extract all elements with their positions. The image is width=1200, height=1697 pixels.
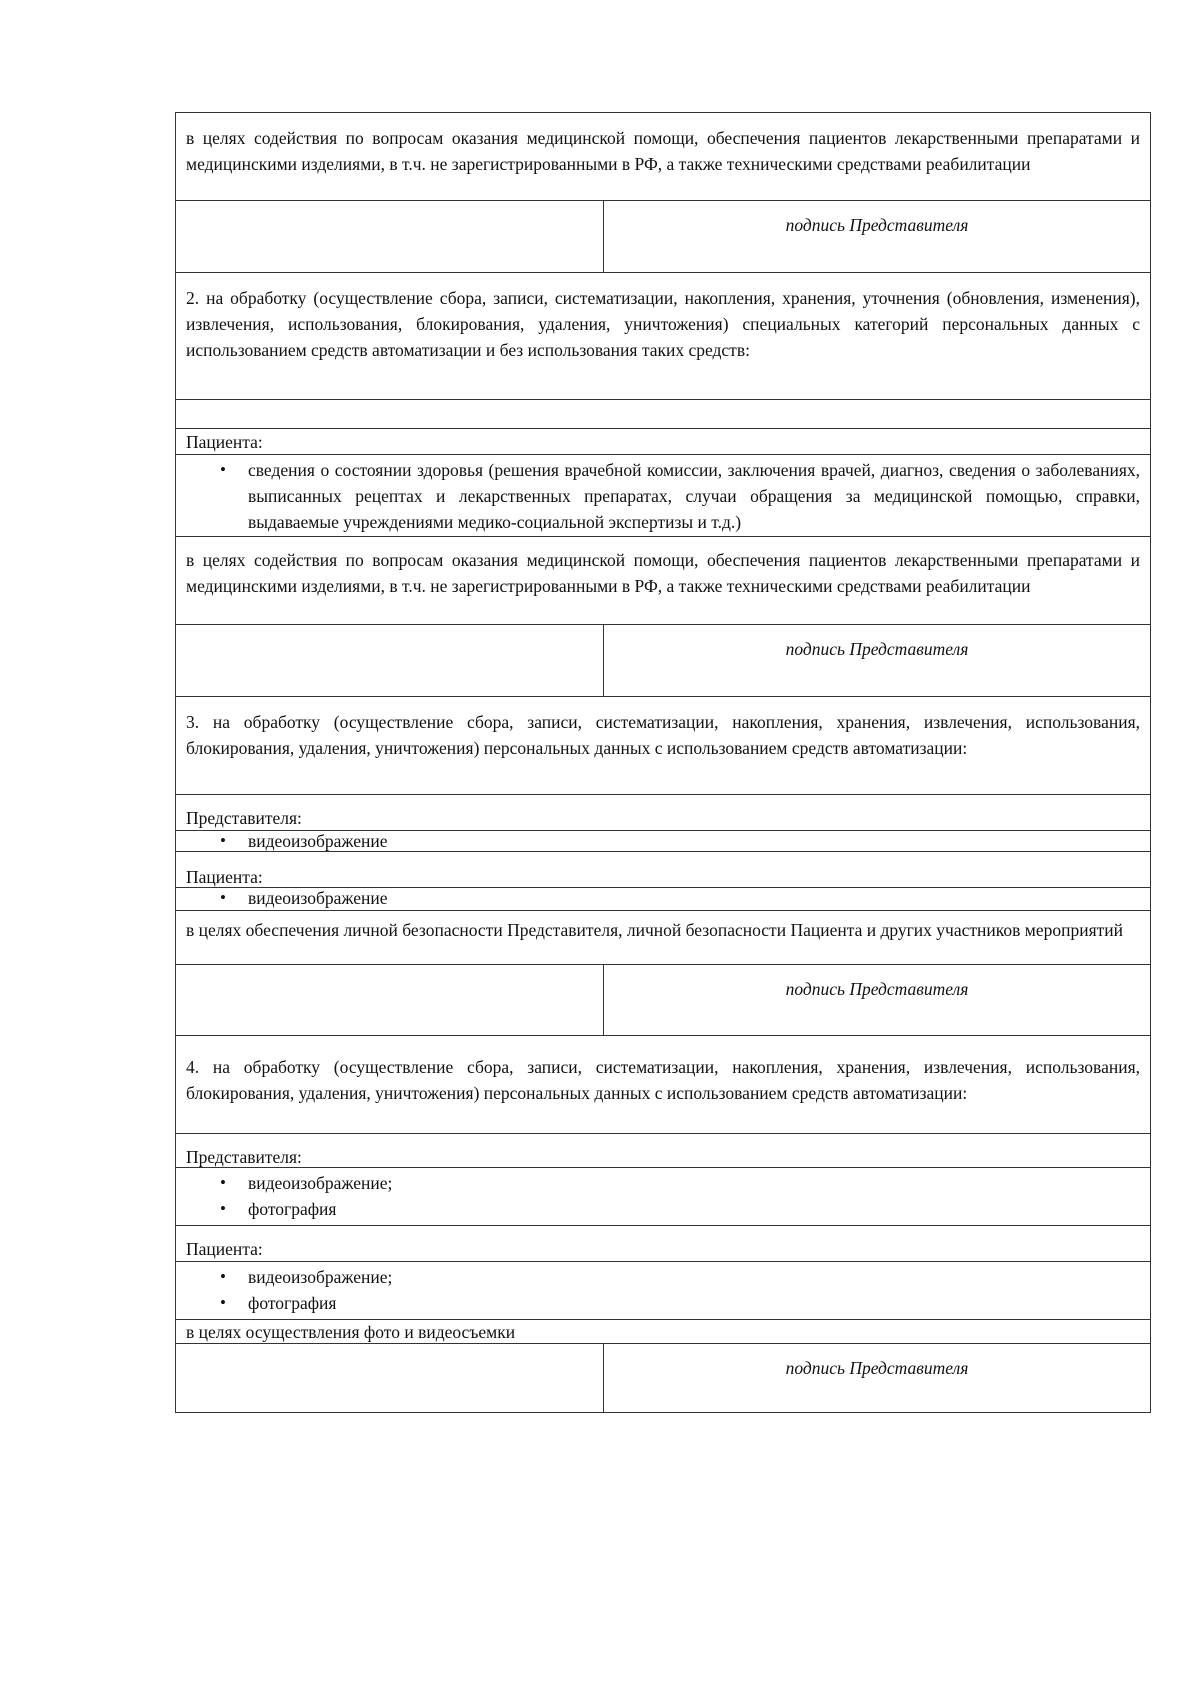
s1-signature-field[interactable] <box>176 201 604 272</box>
list-item: • видеоизображение <box>176 885 1140 911</box>
s1-signature-row <box>176 201 1150 273</box>
s3-purpose-text: в целях обеспечения личной безопасности Представителя, личной безопасности Пациента и других участников мероприятий <box>186 920 1124 940</box>
s4-signature-field[interactable] <box>176 1344 604 1412</box>
s3-signature-row <box>176 965 1150 1036</box>
list-item: • видеоизображение <box>176 828 1140 854</box>
s3-patient-items-row <box>176 885 1150 911</box>
s2-purpose-row <box>176 537 1150 625</box>
s4-heading-text: 4. на обработку (осуществление сбора, записи, систематизации, накопления, хранения, извлечения, использования, блокирования, удаления, уничтожения) персональных данных с использованием средств автоматизации: <box>186 1057 1140 1103</box>
s2-patient-label-row <box>176 429 1150 455</box>
s4-rep-items-row <box>176 1168 1150 1226</box>
s1-signature-label: подпись Представителя <box>785 215 969 235</box>
s3-rep-list <box>176 828 1150 854</box>
s3-patient-label-row <box>176 852 1150 888</box>
s3-patient-label: Пациента: <box>186 867 263 887</box>
s4-patient-items-row <box>176 1262 1150 1320</box>
list-item: • видеоизображение; <box>176 1264 1140 1290</box>
s2-spacer-row <box>176 400 1150 429</box>
consent-form-table <box>175 112 1151 1413</box>
s4-rep-list <box>176 1168 1150 1222</box>
s4-purpose-text: в целях осуществления фото и видеосъемки <box>186 1322 516 1342</box>
s4-patient-label-row <box>176 1226 1150 1262</box>
s1-purpose-text: в целях содействия по вопросам оказания медицинской помощи, обеспечения пациентов лекарственными препаратами и медицинскими изделиями, в т.ч. не зарегистрированными в РФ, а также техническими средствами реабилитации <box>186 128 1140 174</box>
s2-patient-label: Пациента: <box>186 432 263 452</box>
list-item: • фотография <box>176 1290 1140 1316</box>
s4-patient-list <box>176 1262 1150 1316</box>
s3-patient-list <box>176 885 1150 911</box>
s2-signature-label: подпись Представителя <box>785 639 969 659</box>
s4-heading-row <box>176 1036 1150 1134</box>
s3-signature-label: подпись Представителя <box>785 979 969 999</box>
s4-rep-label: Представителя: <box>186 1147 302 1167</box>
list-item: • видеоизображение; <box>176 1170 1140 1196</box>
s2-purpose-text: в целях содействия по вопросам оказания медицинской помощи, обеспечения пациентов лекарственными препаратами и медицинскими изделиями, в т.ч. не зарегистрированными в РФ, а также техническими средствами реабилитации <box>186 550 1140 596</box>
s3-signature-field[interactable] <box>176 965 604 1035</box>
s4-patient-label: Пациента: <box>186 1239 263 1259</box>
s4-signature-row <box>176 1344 1150 1412</box>
s3-rep-items-row <box>176 828 1150 852</box>
s2-signature-row <box>176 625 1150 697</box>
s3-purpose-row <box>176 911 1150 965</box>
s1-purpose-row <box>176 113 1150 201</box>
list-item: • сведения о состоянии здоровья (решения врачебной комиссии, заключения врачей, диагноз, сведения о заболеваниях, выписанных рецептах и лекарственных препаратах, случаи обращения за медицинской помощью, справки, выдаваемые учреждениями медико-социальной экспертизы и т.д.) <box>176 457 1140 535</box>
s3-heading-text: 3. на обработку (осуществление сбора, записи, систематизации, накопления, хранения, извлечения, использования, блокирования, удаления, уничтожения) персональных данных с использованием средств автоматизации: <box>186 712 1140 758</box>
s4-signature-label: подпись Представителя <box>785 1358 969 1378</box>
s2-heading-text: 2. на обработку (осуществление сбора, записи, систематизации, накопления, хранения, уточнения (обновления, изменения), извлечения, использования, блокирования, удаления, уничтожения) специальных категорий персональных данных с использованием средств автоматизации и без использования таких средств: <box>186 288 1140 360</box>
s4-rep-label-row <box>176 1134 1150 1168</box>
s2-heading-row <box>176 273 1150 400</box>
s2-patient-list <box>176 455 1150 535</box>
s3-rep-label: Представителя: <box>186 808 302 828</box>
list-item: • фотография <box>176 1196 1140 1222</box>
s2-patient-items-row <box>176 455 1150 537</box>
s2-signature-field[interactable] <box>176 625 604 696</box>
s3-rep-label-row <box>176 795 1150 831</box>
s3-heading-row <box>176 697 1150 795</box>
s4-purpose-row <box>176 1320 1150 1344</box>
